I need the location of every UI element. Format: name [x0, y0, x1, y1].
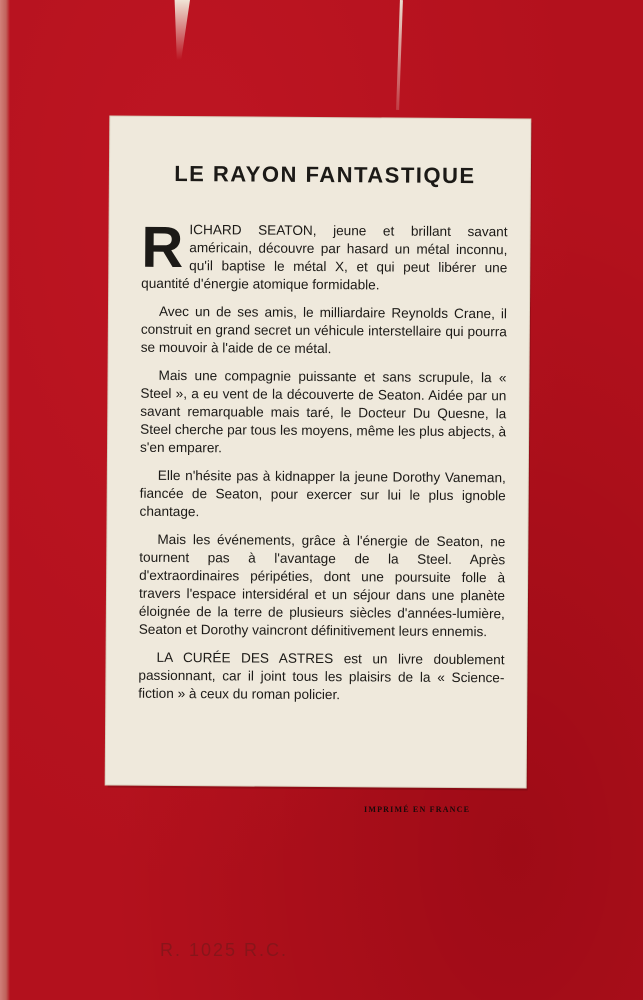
blurb-paragraph-6: LA CURÉE DES ASTRES est un livre doublement passionnant, car il joint tous les plaisirs de la « Science-fiction » à ceux du roman policier. — [138, 649, 505, 703]
printed-in-france-imprint: IMPRIMÉ EN FRANCE — [364, 805, 471, 814]
drop-cap: R — [141, 214, 184, 281]
worn-left-edge — [0, 0, 10, 1000]
book-title: LE RAYON FANTASTIQUE — [174, 160, 476, 189]
blurb-label — [106, 117, 531, 788]
blurb-paragraph-3: Mais une compagnie puissante et sans scrupule, la « Steel », a eu vent de la découverte de Seaton. Aidée par un savant remarquable mais taré, le Docteur Du Quesne, la Steel cherche par tous les moyens, même les plus abjects, à s'en emparer. — [139, 367, 507, 456]
catalog-code: R. 1025 R.C. — [160, 940, 289, 960]
blurb-paragraph-4: Elle n'hésite pas à kidnapper la jeune Dorothy Vaneman, fiancée de Seaton, pour exercer sur lui le plus ignoble chantage. — [139, 467, 506, 520]
blurb-paragraph-1: RICHARD SEATON, jeune et brillant savant américain, découvre par hasard un métal inconnu, qu'il baptise le métal X, et qui peut libérer une quantité d'énergie atomique formidable. — [141, 214, 508, 293]
blurb-text — [138, 214, 508, 706]
blurb-paragraph-5: Mais les événements, grâce à l'énergie de Seaton, ne tournent pas à l'avantage de la Steel. Après d'extraordinaires péripéties, dont une poursuite folle à travers l'espace intersidéral et un séjour dans une planète éloignée de la terre de plusieurs siècles d'années-lumière, Seaton et Dorothy vaincront définitivement leurs ennemis. — [138, 531, 506, 640]
blurb-paragraph-2: Avec un de ses amis, le milliardaire Reynolds Crane, il construit en grand secret un véhicule interstellaire qui pourra se mouvoir à l'aide de ce métal. — [140, 303, 508, 357]
